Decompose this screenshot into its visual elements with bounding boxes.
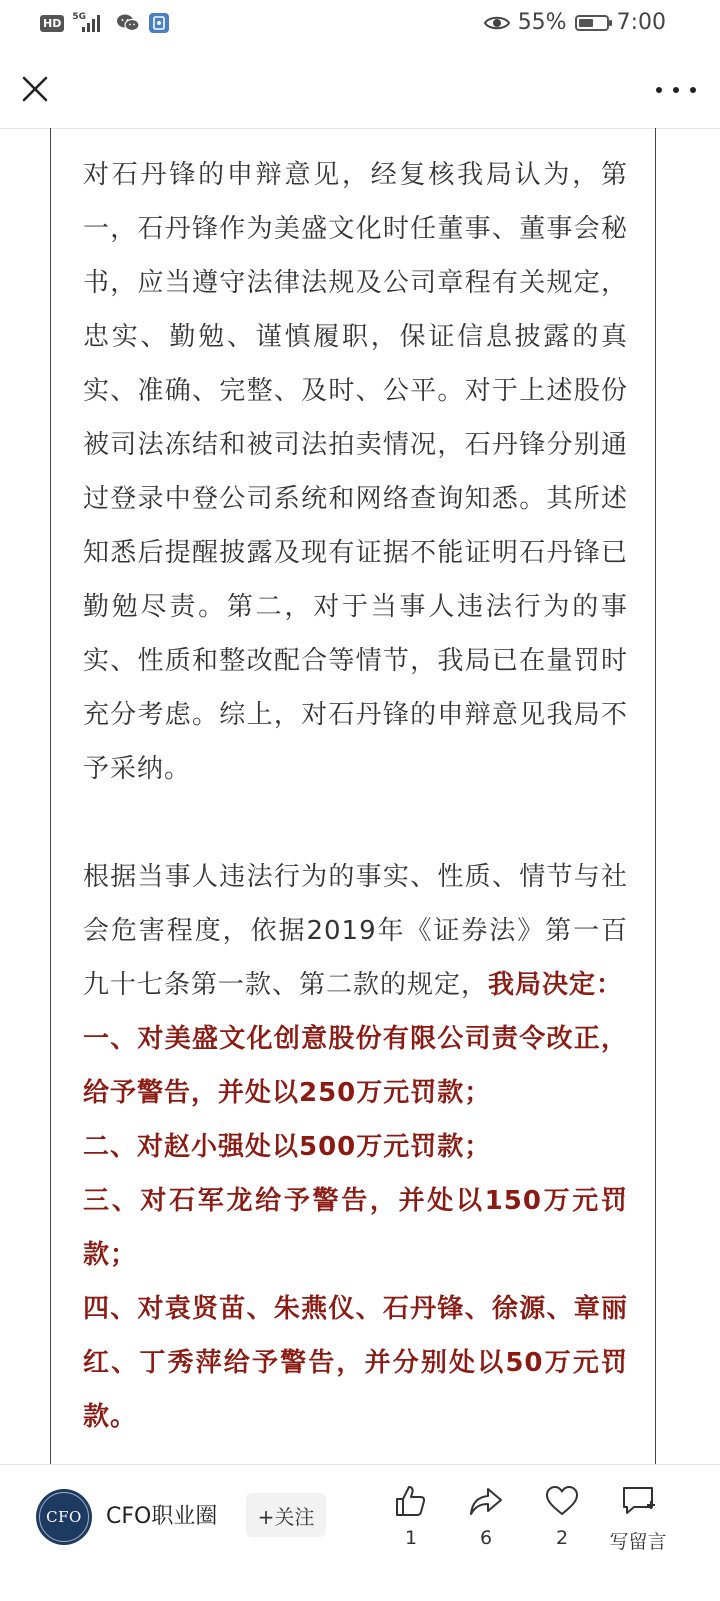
like-count: 1 xyxy=(404,1527,418,1549)
heart-icon xyxy=(544,1483,580,1519)
battery-percent: 55% xyxy=(517,10,567,35)
article-frame xyxy=(50,128,656,1464)
article-body xyxy=(83,148,628,1444)
wechat-icon xyxy=(116,13,140,33)
penalty-item: 二、对赵小强处以500万元罚款； xyxy=(83,1132,492,1162)
more-icon[interactable] xyxy=(656,80,696,100)
status-left xyxy=(40,12,170,34)
thumbs-up-icon xyxy=(393,1483,429,1519)
share-icon xyxy=(468,1483,504,1519)
penalty-item: 一、对美盛文化创意股份有限公司责令改正，给予警告，并处以250万元罚款； xyxy=(83,1024,628,1108)
comment-button[interactable] xyxy=(603,1483,673,1554)
signal-icon xyxy=(72,12,108,34)
status-right xyxy=(484,10,666,35)
comment-add-icon xyxy=(620,1483,656,1519)
decision-basis: 根据当事人违法行为的事实、性质、情节与社会危害程度，依据2019年《证券法》第一百九十七条第一款、第二款的规定， xyxy=(83,862,628,1000)
share-count: 6 xyxy=(479,1527,493,1549)
penalty-item: 三、对石军龙给予警告，并处以150万元罚款； xyxy=(83,1186,628,1270)
article-paragraph: 对石丹锋的申辩意见，经复核我局认为，第一，石丹锋作为美盛文化时任董事、董事会秘书，应当遵守法律法规及公司章程有关规定，忠实、勤勉、谨慎履职，保证信息披露的真实、准确、完整、及时、公平。对于上述股份被司法冻结和被司法拍卖情况，石丹锋分别通过登录中登公司系统和网络查询知悉。其所述知悉后提醒披露及现有证据不能证明石丹锋已勤勉尽责。第二，对于当事人违法行为的事实、性质和整改配合等情节，我局已在量罚时充分考虑。综上，对石丹锋的申辩意见我局不予采纳。 xyxy=(83,160,628,784)
decision-heading: 我局决定： xyxy=(488,970,624,1000)
network-type: 5G xyxy=(72,12,86,22)
like-button[interactable] xyxy=(376,1483,446,1549)
app-icon xyxy=(148,12,170,34)
nav-bar xyxy=(0,50,720,129)
share-button[interactable] xyxy=(451,1483,521,1549)
avatar-logo-text: CFO xyxy=(46,1508,82,1526)
eye-icon xyxy=(484,14,510,32)
comment-label: 写留言 xyxy=(609,1531,667,1553)
clock: 7:00 xyxy=(616,10,666,35)
favorite-button[interactable] xyxy=(527,1483,597,1549)
avatar[interactable] xyxy=(36,1489,92,1545)
battery-icon xyxy=(575,15,609,31)
favorite-count: 2 xyxy=(555,1527,569,1549)
account-name[interactable]: CFO职业圈 xyxy=(106,1504,218,1529)
bottom-bar xyxy=(0,1464,720,1601)
article-paragraph xyxy=(83,850,628,1012)
penalty-item: 四、对袁贤苗、朱燕仪、石丹锋、徐源、章丽红、丁秀萍给予警告，并分别处以50万元罚款。 xyxy=(83,1294,628,1432)
follow-button[interactable]: +关注 xyxy=(246,1493,326,1537)
hd-icon: HD xyxy=(40,15,64,32)
status-bar xyxy=(0,0,720,50)
close-icon[interactable] xyxy=(18,72,52,106)
